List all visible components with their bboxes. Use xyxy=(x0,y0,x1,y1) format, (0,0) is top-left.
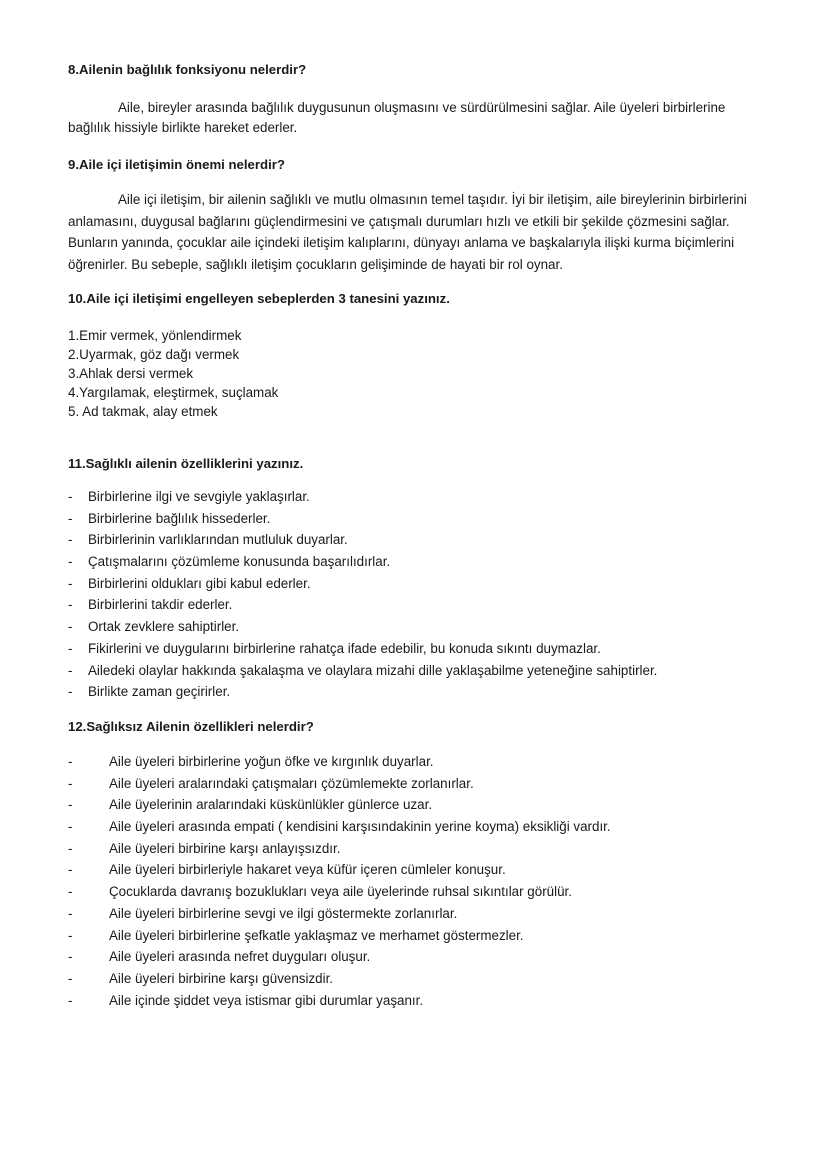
bullet-dash: - xyxy=(68,949,73,965)
bullet-dash: - xyxy=(68,597,73,613)
section-9-paragraph xyxy=(68,189,768,275)
bullet-dash: - xyxy=(68,819,73,835)
section-8-paragraph xyxy=(68,97,768,137)
section-10-heading: 10.Aile içi iletişimi engelleyen sebeplerden 3 tanesini yazınız. xyxy=(68,291,450,306)
list-item-text: Aile üyeleri birbirlerine sevgi ve ilgi göstermekte zorlanırlar. xyxy=(109,905,458,921)
section-11-heading: 11.Sağlıklı ailenin özelliklerini yazınız. xyxy=(68,456,304,471)
list-item: 4.Yargılamak, eleştirmek, suçlamak xyxy=(68,385,279,400)
list-item-text: Ortak zevklere sahiptirler. xyxy=(88,619,240,635)
bullet-dash: - xyxy=(68,862,73,878)
list-item-text: Aile içinde şiddet veya istismar gibi durumlar yaşanır. xyxy=(109,992,424,1008)
bullet-dash: - xyxy=(68,797,73,813)
bullet-dash: - xyxy=(68,532,73,548)
section-12-heading: 12.Sağlıksız Ailenin özellikleri nelerdir? xyxy=(68,719,314,734)
section-9-heading: 9.Aile içi iletişimin önemi nelerdir? xyxy=(68,157,285,172)
bullet-dash: - xyxy=(68,575,73,591)
bullet-dash: - xyxy=(68,640,73,656)
list-item-text: Aile üyeleri birbirine karşı anlayışsızdır. xyxy=(109,840,341,856)
section-9-text: Aile içi iletişim, bir ailenin sağlıklı ve mutlu olmasının temel taşıdır. İyi bir iletişim, aile bireylerinin birbirlerini anlamasını, duygusal bağlarını güçlendirmesini ve çatışmalı durumları hızlı ve etkili bir şekilde çözmesini sağlar. Bunların yanında, çocuklar aile içindeki iletişim kalıplarını, dünyayı anlama ve başkalarıyla ilişki kurma biçimlerini öğrenirler. Bu sebeple, sağlıklı iletişim çocukların gelişiminde de hayati bir rol oynar. xyxy=(68,192,747,272)
section-8-line-1: Aile, bireyler arasında bağlılık duygusunun oluşmasını ve sürdürülmesini sağlar. Aile üyeleri birbirlerine xyxy=(118,100,726,115)
list-item-text: Çatışmalarını çözümleme konusunda başarılıdırlar. xyxy=(88,554,391,570)
list-item: 2.Uyarmak, göz dağı vermek xyxy=(68,347,240,362)
bullet-dash: - xyxy=(68,905,73,921)
bullet-dash: - xyxy=(68,970,73,986)
list-item-text: Ailedeki olaylar hakkında şakalaşma ve olaylara mizahi dille yaklaşabilme yeteneğine sahiptirler. xyxy=(88,662,658,678)
list-item-text: Aile üyeleri arasında empati ( kendisini karşısındakinin yerine koyma) eksikliği vardır. xyxy=(109,819,611,835)
list-item-text: Birbirlerini oldukları gibi kabul ederler. xyxy=(88,575,311,591)
section-10-list xyxy=(68,326,278,421)
list-item-text: Aile üyelerinin aralarındaki küskünlükler günlerce uzar. xyxy=(109,797,433,813)
list-item-text: Birbirlerinin varlıklarından mutluluk duyarlar. xyxy=(88,532,348,548)
bullet-dash: - xyxy=(68,992,73,1008)
bullet-dash: - xyxy=(68,754,73,769)
list-item-text: Aile üyeleri birbirlerine yoğun öfke ve kırgınlık duyarlar. xyxy=(109,754,434,769)
bullet-dash: - xyxy=(68,619,73,635)
list-item-text: Fikirlerini ve duygularını birbirlerine rahatça ifade edebilir, bu konuda sıkıntı duymazlar. xyxy=(88,640,601,656)
list-item-text: Birbirlerine ilgi ve sevgiyle yaklaşırlar. xyxy=(88,489,310,504)
list-item: 5. Ad takmak, alay etmek xyxy=(68,404,218,419)
bullet-dash: - xyxy=(68,510,73,526)
bullet-dash: - xyxy=(68,927,73,943)
bullet-dash: - xyxy=(68,489,73,504)
list-item-text: Aile üyeleri birbirlerine şefkatle yaklaşmaz ve merhamet göstermezler. xyxy=(109,927,524,943)
list-item-text: Birlikte zaman geçirirler. xyxy=(88,684,231,700)
list-item-text: Aile üyeleri birbirine karşı güvensizdir. xyxy=(109,970,334,986)
list-item-text: Aile üyeleri arasında nefret duyguları oluşur. xyxy=(109,949,371,965)
list-item-text: Birbirlerini takdir ederler. xyxy=(88,597,233,613)
list-item-text: Birbirlerine bağlılık hissederler. xyxy=(88,510,271,526)
bullet-dash: - xyxy=(68,884,73,900)
bullet-dash: - xyxy=(68,554,73,570)
section-8-heading: 8.Ailenin bağlılık fonksiyonu nelerdir? xyxy=(68,62,307,77)
bullet-dash: - xyxy=(68,775,73,791)
bullet-dash: - xyxy=(68,840,73,856)
list-item-text: Aile üyeleri aralarındaki çatışmaları çözümlemekte zorlanırlar. xyxy=(109,775,474,791)
bullet-dash: - xyxy=(68,662,73,678)
bullet-dash: - xyxy=(68,684,73,700)
list-item-text: Aile üyeleri birbirleriyle hakaret veya küfür içeren cümleler konuşur. xyxy=(109,862,506,878)
section-8-line-2: bağlılık hissiyle birlikte hareket ederler. xyxy=(68,119,298,135)
list-item-text: Çocuklarda davranış bozuklukları veya aile üyelerinde ruhsal sıkıntılar görülür. xyxy=(109,884,572,900)
list-item: 1.Emir vermek, yönlendirmek xyxy=(68,328,242,343)
list-item: 3.Ahlak dersi vermek xyxy=(68,366,194,381)
